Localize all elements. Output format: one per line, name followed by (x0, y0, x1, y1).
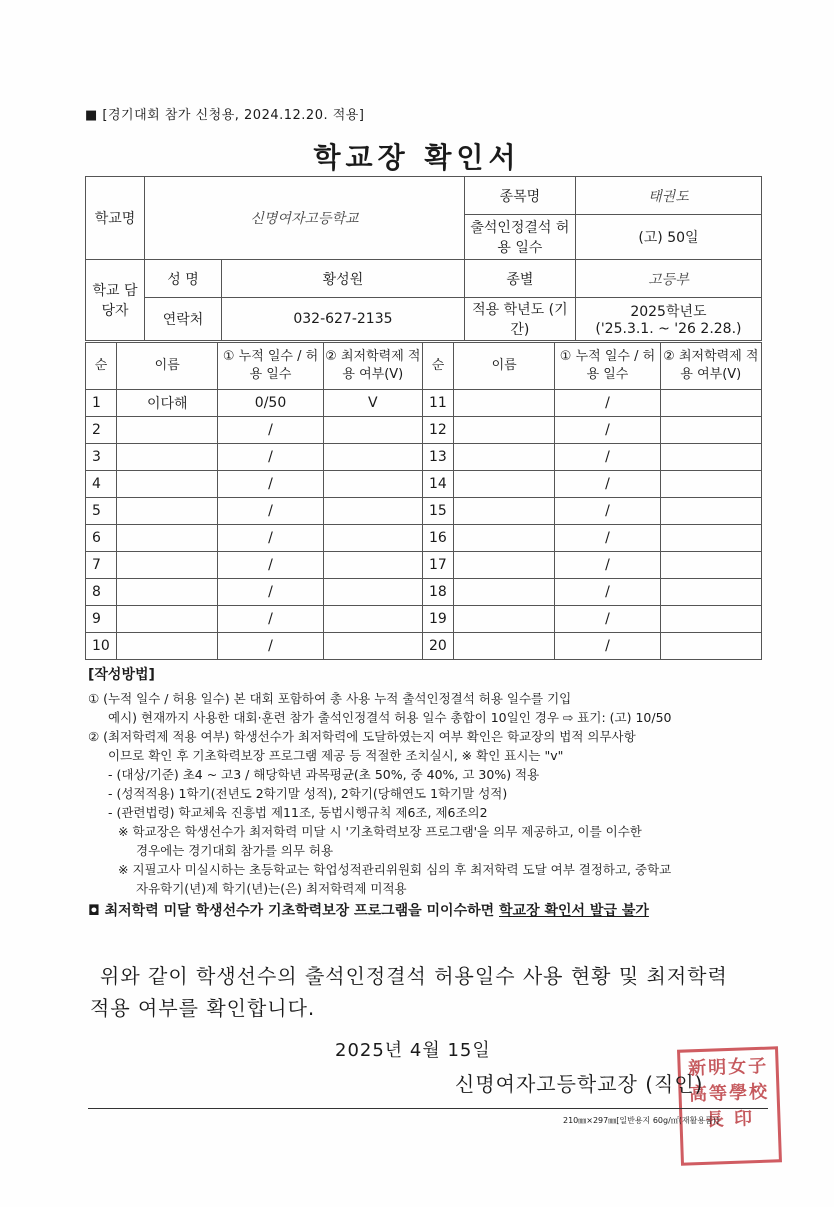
col-name-2: 이름 (454, 343, 555, 390)
row-applied (323, 471, 422, 498)
row-applied (660, 633, 761, 660)
contact-value: 032-627-2135 (222, 298, 465, 341)
table-row (86, 579, 762, 606)
row-name (454, 579, 555, 606)
school-label: 학교명 (86, 177, 145, 260)
table-row (86, 525, 762, 552)
row-name: 이다해 (117, 390, 218, 417)
year-value: 2025학년도 (630, 304, 707, 320)
instruction-line: 이므로 확인 후 기초학력보장 프로그램 제공 등 적절한 조치실시, ※ 확인 표시는 "v" (108, 748, 564, 763)
row-applied (323, 417, 422, 444)
staff-label: 학교 담당자 (86, 260, 145, 341)
row-name (454, 471, 555, 498)
division-value: 고등부 (575, 260, 761, 298)
confirm-line-2: 적용 여부를 확인합니다. (90, 996, 316, 1020)
row-applied (660, 498, 761, 525)
table-row (86, 633, 762, 660)
instruction-line: - (관련법령) 학교체육 진흥법 제11조, 동법시행규칙 제6조, 제6조의2 (108, 805, 488, 820)
row-days: / (218, 444, 323, 471)
warning-emphasis: 학교장 확인서 발급 불가 (499, 903, 649, 919)
row-name (117, 525, 218, 552)
row-no: 10 (86, 633, 117, 660)
row-days: / (555, 633, 660, 660)
divider (88, 1108, 768, 1109)
row-no: 12 (422, 417, 453, 444)
table-row (86, 498, 762, 525)
row-applied (323, 525, 422, 552)
header-note: ■ [경기대회 참가 신청용, 2024.12.20. 적용] (85, 108, 365, 123)
row-name (117, 633, 218, 660)
name-label: 성 명 (145, 260, 222, 298)
row-days: / (555, 498, 660, 525)
instructions-heading: [작성방법] (88, 667, 155, 683)
row-name (454, 498, 555, 525)
row-applied (660, 579, 761, 606)
row-no: 4 (86, 471, 117, 498)
row-no: 17 (422, 552, 453, 579)
row-days: / (218, 417, 323, 444)
row-no: 3 (86, 444, 117, 471)
row-applied (660, 525, 761, 552)
table-row (86, 390, 762, 417)
row-applied (323, 606, 422, 633)
row-no: 20 (422, 633, 453, 660)
warning-line (88, 902, 768, 921)
row-name (454, 444, 555, 471)
info-table (85, 176, 762, 341)
row-applied (660, 444, 761, 471)
row-name (117, 606, 218, 633)
row-applied (323, 633, 422, 660)
year-cell (575, 298, 761, 341)
row-no: 14 (422, 471, 453, 498)
table-row (86, 606, 762, 633)
row-days: / (555, 579, 660, 606)
row-name (454, 633, 555, 660)
row-no: 13 (422, 444, 453, 471)
principal-signature: 신명여자고등학교장 (직인) (455, 1072, 704, 1096)
row-no: 19 (422, 606, 453, 633)
confirmation-statement (90, 960, 780, 1024)
row-name (117, 498, 218, 525)
row-name (117, 417, 218, 444)
division-label: 종별 (464, 260, 575, 298)
name-value: 황성원 (222, 260, 465, 298)
row-days: / (555, 525, 660, 552)
row-name (454, 390, 555, 417)
row-name (117, 471, 218, 498)
row-days: / (218, 498, 323, 525)
row-days: / (218, 633, 323, 660)
confirm-line-1: 위와 같이 학생선수의 출석인정결석 허용일수 사용 현황 및 최저학력 (100, 964, 728, 988)
row-no: 2 (86, 417, 117, 444)
instruction-line: ② (최저학력제 적용 여부) 학생선수가 최저학력에 도달하였는지 여부 확인은 학교장의 법적 의무사항 (88, 729, 636, 744)
row-no: 5 (86, 498, 117, 525)
official-seal-stamp: 新明女子 高等學校 長 印 (677, 1046, 782, 1165)
instructions (88, 666, 768, 921)
row-days: / (555, 606, 660, 633)
athlete-table (85, 342, 762, 660)
row-applied (323, 444, 422, 471)
row-days: / (555, 390, 660, 417)
row-no: 1 (86, 390, 117, 417)
row-name (454, 606, 555, 633)
row-days: / (218, 579, 323, 606)
col-applied: ② 최저학력제 적용 여부(V) (323, 343, 422, 390)
table-row (86, 444, 762, 471)
contact-label: 연락처 (145, 298, 222, 341)
instruction-line: ※ 지필고사 미실시하는 초등학교는 학업성적관리위원회 심의 후 최저학력 도달 여부 결정하고, 중학교 (118, 862, 672, 877)
instruction-line: 예시) 현재까지 사용한 대회·훈련 참가 출석인정결석 허용 일수 총합이 10일인 경우 ⇨ 표기: (고) 10/50 (108, 710, 672, 725)
instruction-line: ※ 학교장은 학생선수가 최저학력 미달 시 '기초학력보장 프로그램'을 의무 제공하고, 이를 이수한 (118, 824, 642, 839)
instruction-line: - (대상/기준) 초4 ~ 고3 / 해당학년 과목평균(초 50%, 중 40%, 고 30%) 적용 (108, 767, 540, 782)
warning-text: ◘ 최저학력 미달 학생선수가 기초학력보장 프로그램을 미이수하면 (88, 903, 500, 919)
row-days: / (218, 606, 323, 633)
allowed-days-value: (고) 50일 (575, 215, 761, 260)
row-applied (323, 498, 422, 525)
row-days: / (555, 417, 660, 444)
row-applied (660, 471, 761, 498)
instruction-line: 자유학기(년)제 학기(년)는(은) 최저학력제 미적용 (136, 881, 407, 896)
instruction-line: 경우에는 경기대회 참가를 의무 허용 (136, 843, 334, 858)
row-applied (323, 552, 422, 579)
row-no: 11 (422, 390, 453, 417)
row-no: 9 (86, 606, 117, 633)
row-days: / (555, 471, 660, 498)
row-days: / (218, 471, 323, 498)
allowed-days-label: 출석인정결석 허용 일수 (464, 215, 575, 260)
row-no: 8 (86, 579, 117, 606)
col-applied-2: ② 최저학력제 적용 여부(V) (660, 343, 761, 390)
issue-date: 2025년 4월 15일 (335, 1040, 491, 1061)
row-days: / (218, 525, 323, 552)
row-applied (660, 390, 761, 417)
athlete-table-header (86, 343, 762, 390)
instruction-line: - (성적적용) 1학기(전년도 2학기말 성적), 2학기(당해연도 1학기말 성적) (108, 786, 508, 801)
row-applied (660, 552, 761, 579)
row-applied: V (323, 390, 422, 417)
year-label: 적용 학년도 (기간) (464, 298, 575, 341)
row-days: / (218, 552, 323, 579)
row-applied (660, 606, 761, 633)
school-value: 신명여자고등학교 (145, 177, 465, 260)
document-title: 학교장 확인서 (313, 141, 521, 174)
row-days: / (555, 444, 660, 471)
col-no-2: 순 (422, 343, 453, 390)
table-row (86, 552, 762, 579)
paper-spec-note: 210㎜×297㎜[일반용지 60g/㎡(재활용품)] (563, 1116, 720, 1125)
row-applied (323, 579, 422, 606)
col-days: ① 누적 일수 / 허용 일수 (218, 343, 323, 390)
col-no: 순 (86, 343, 117, 390)
row-name (454, 552, 555, 579)
row-name (454, 525, 555, 552)
row-days: / (555, 552, 660, 579)
row-days: 0/50 (218, 390, 323, 417)
row-name (117, 444, 218, 471)
table-row (86, 417, 762, 444)
row-no: 15 (422, 498, 453, 525)
row-applied (660, 417, 761, 444)
row-no: 6 (86, 525, 117, 552)
row-no: 7 (86, 552, 117, 579)
row-no: 18 (422, 579, 453, 606)
col-days-2: ① 누적 일수 / 허용 일수 (555, 343, 660, 390)
table-row (86, 471, 762, 498)
sport-label: 종목명 (464, 177, 575, 215)
instruction-line: ① (누적 일수 / 허용 일수) 본 대회 포함하여 총 사용 누적 출석인정결석 허용 일수를 기입 (88, 691, 572, 706)
row-name (117, 579, 218, 606)
row-name (454, 417, 555, 444)
row-no: 16 (422, 525, 453, 552)
period-value: ('25.3.1. ~ '26 2.28.) (595, 321, 742, 337)
sport-value: 태권도 (575, 177, 761, 215)
col-name: 이름 (117, 343, 218, 390)
row-name (117, 552, 218, 579)
